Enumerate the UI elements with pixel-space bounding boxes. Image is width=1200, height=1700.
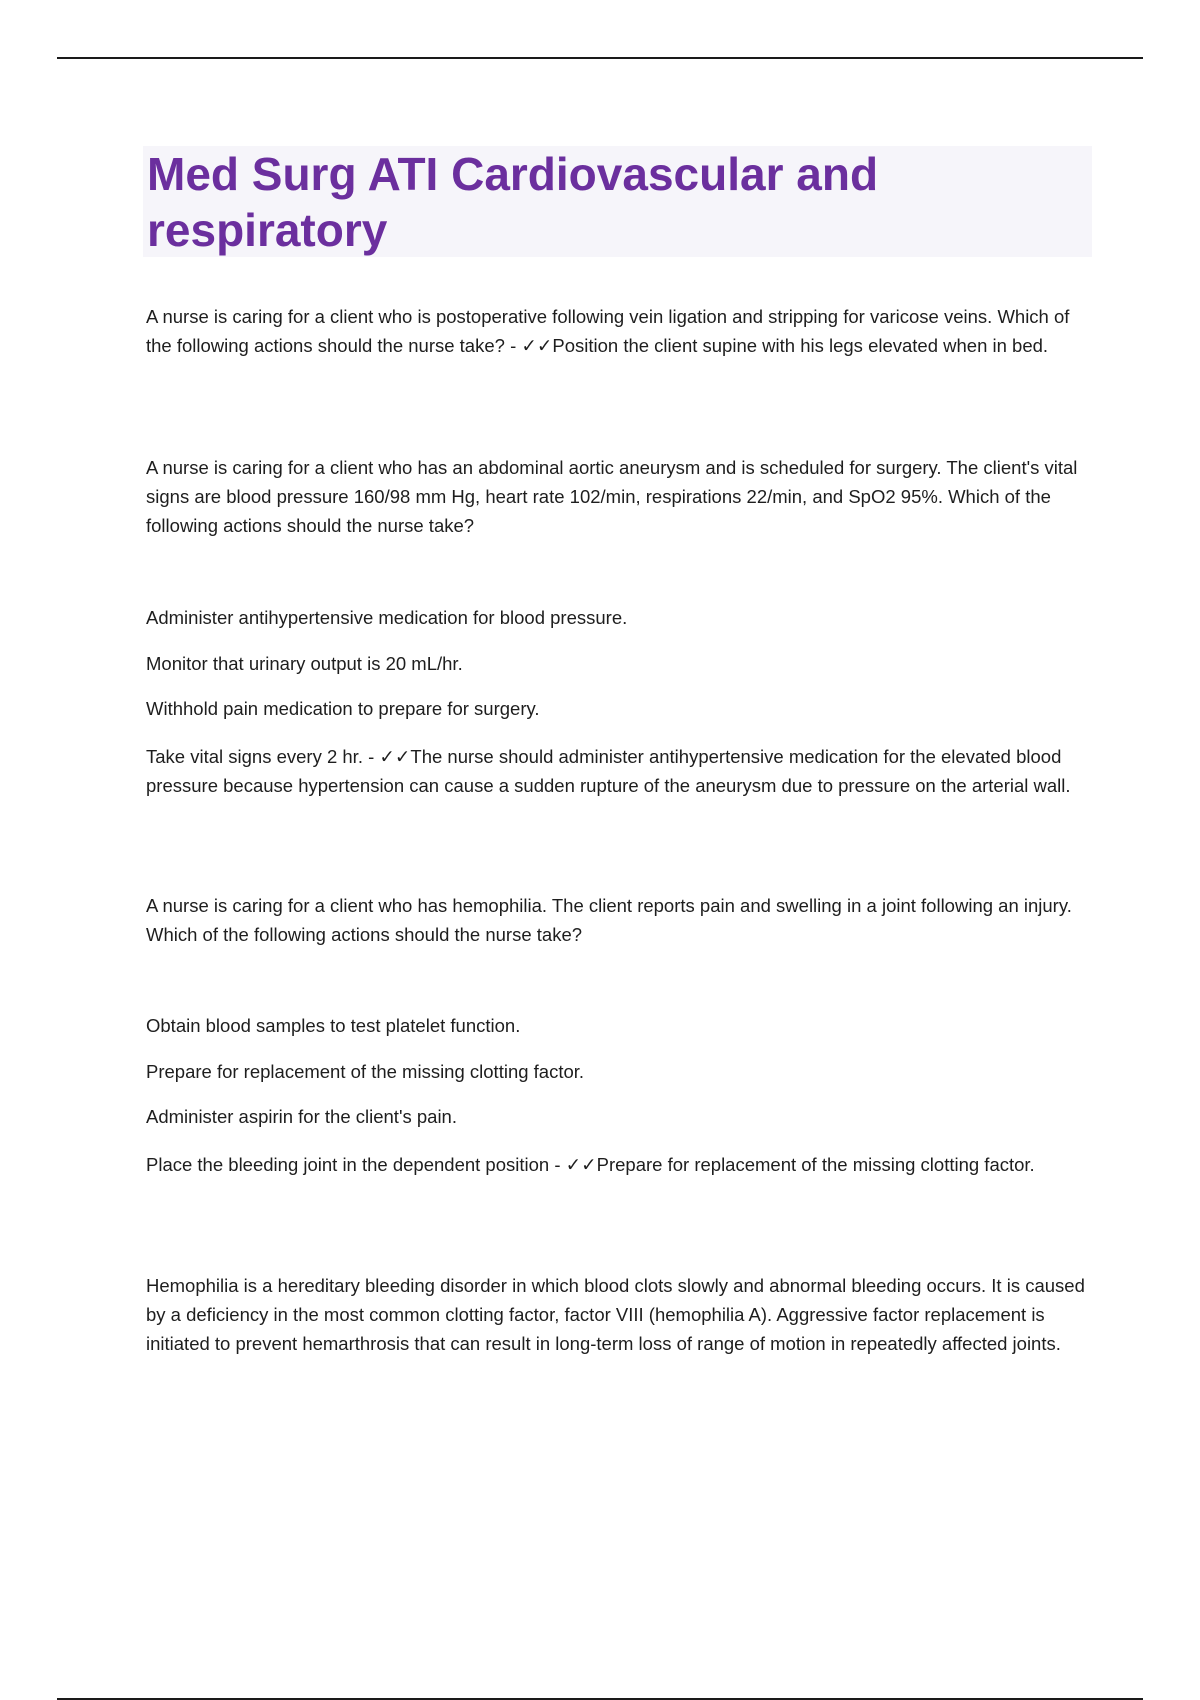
question-3-option-2: Prepare for replacement of the missing clotting factor. bbox=[146, 1061, 585, 1082]
question-1: A nurse is caring for a client who is postoperative following vein ligation and stripping for varicose veins. Which of the following actions should the nurse take? - ✓✓Position the client supine with his legs elevated when in bed. bbox=[146, 306, 1070, 356]
question-3-option-3: Administer aspirin for the client's pain. bbox=[146, 1106, 457, 1127]
title-banner bbox=[143, 146, 1092, 257]
question-2-option-2: Monitor that urinary output is 20 mL/hr. bbox=[146, 653, 463, 674]
page-title: Med Surg ATI Cardiovascular and respiratory bbox=[147, 148, 879, 256]
question-3-answer: Place the bleeding joint in the dependent position - ✓✓Prepare for replacement of the missing clotting factor. bbox=[146, 1154, 1035, 1175]
question-2-answer: Take vital signs every 2 hr. - ✓✓The nurse should administer antihypertensive medication for the elevated blood pressure because hypertension can cause a sudden rupture of the aneurysm due to pressure on the arterial wall. bbox=[146, 746, 1071, 796]
question-2: A nurse is caring for a client who has an abdominal aortic aneurysm and is scheduled for surgery. The client's vital signs are blood pressure 160/98 mm Hg, heart rate 102/min, respirations 22/min, and SpO2 95%. Which of the following actions should the nurse take? bbox=[146, 457, 1078, 536]
question-2-option-3: Withhold pain medication to prepare for surgery. bbox=[146, 698, 540, 719]
top-rule bbox=[57, 57, 1143, 59]
question-3-rationale: Hemophilia is a hereditary bleeding disorder in which blood clots slowly and abnormal bleeding occurs. It is caused by a deficiency in the most common clotting factor, factor VIII (hemophilia A). Aggressive factor replacement is initiated to prevent hemarthrosis that can result in long-term loss of range of motion in repeatedly affected joints. bbox=[146, 1275, 1085, 1354]
question-3: A nurse is caring for a client who has hemophilia. The client reports pain and swelling in a joint following an injury. Which of the following actions should the nurse take? bbox=[146, 895, 1072, 945]
question-2-option-1: Administer antihypertensive medication for blood pressure. bbox=[146, 607, 628, 628]
question-3-option-1: Obtain blood samples to test platelet function. bbox=[146, 1015, 521, 1036]
